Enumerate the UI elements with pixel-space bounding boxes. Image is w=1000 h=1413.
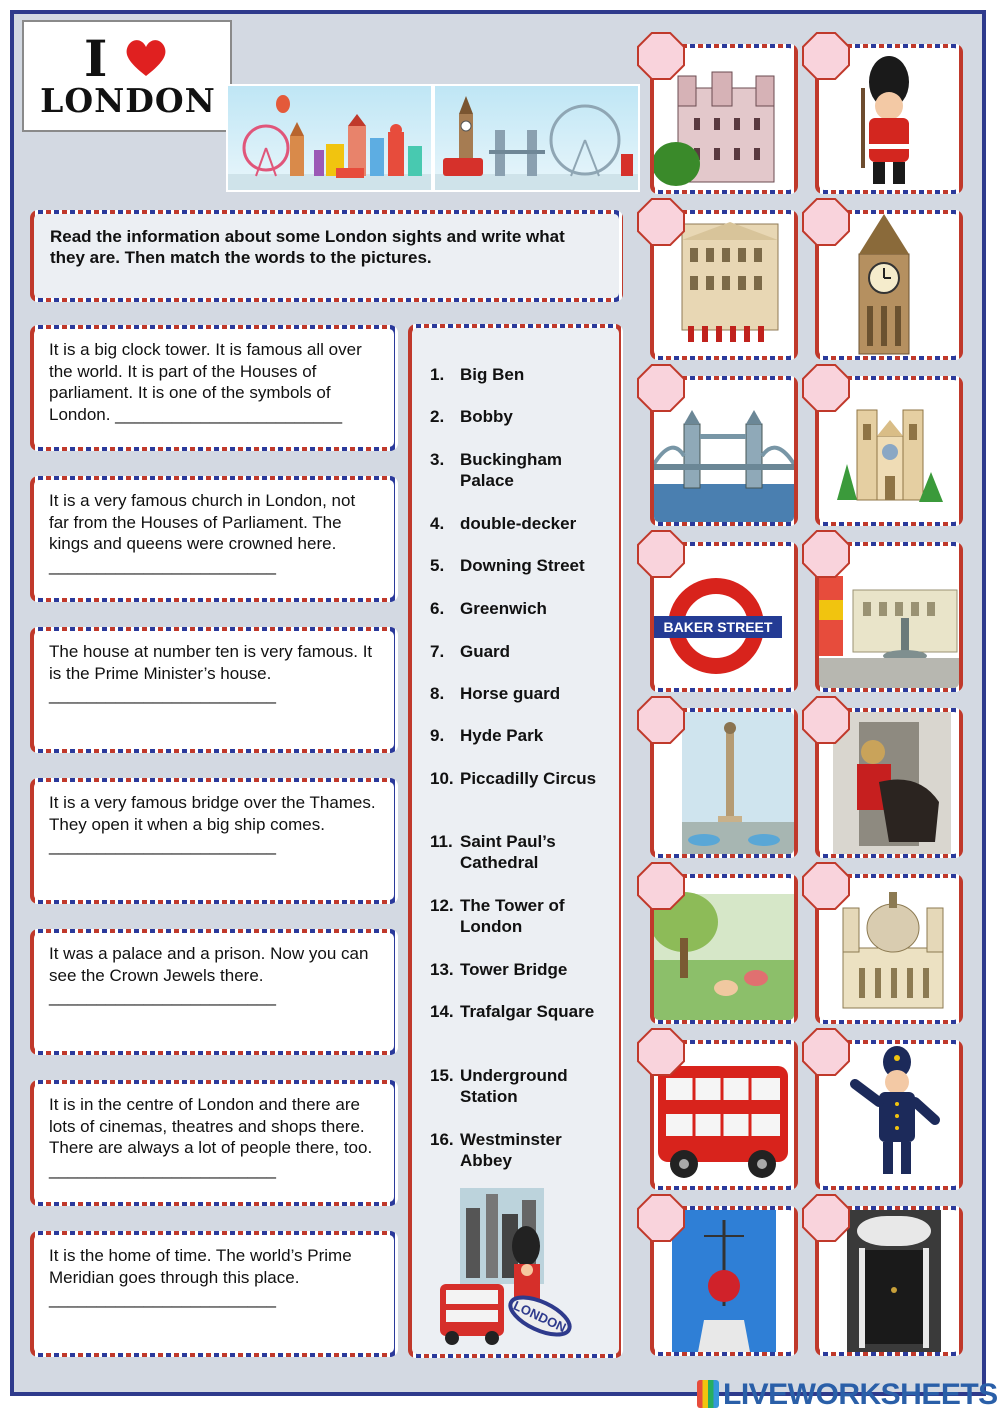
- answer-badge[interactable]: [637, 530, 685, 578]
- instructions-box: [30, 210, 623, 302]
- answer-badge[interactable]: [802, 198, 850, 246]
- word-text: double-decker: [460, 514, 577, 533]
- answer-badge[interactable]: [802, 696, 850, 744]
- clue-text: It is a big clock tower. It is famous all over the world. It is part of the Houses of parliament. It is one of the symbols of London. ________________________: [34, 329, 394, 447]
- instructions-text: Read the information about some London sights and write what they are. Then match the words to the pictures.: [34, 214, 619, 298]
- word-bank: [408, 324, 623, 1358]
- word-item: [430, 1065, 615, 1107]
- answer-badge[interactable]: [637, 32, 685, 80]
- logo-i: I: [84, 29, 108, 88]
- answer-badge[interactable]: [637, 862, 685, 910]
- word-item: [430, 1001, 615, 1022]
- word-text: Saint Paul’s Cathedral: [460, 832, 556, 872]
- word-number: 10.: [430, 769, 454, 788]
- word-text: Bobby: [460, 407, 513, 426]
- word-item: [430, 364, 615, 385]
- word-bank-inner: [412, 328, 619, 1354]
- word-item: [430, 725, 615, 746]
- clue-box-2: [30, 476, 398, 602]
- word-number: 2.: [430, 407, 445, 426]
- word-text: Piccadilly Circus: [460, 769, 597, 788]
- clue-text: The house at number ten is very famous. It is the Prime Minister’s house. ________________________: [34, 631, 394, 749]
- underground-sign-text: BAKER STREET: [663, 619, 773, 635]
- word-text: Buckingham Palace: [460, 450, 563, 490]
- word-item: [430, 831, 615, 873]
- answer-badge[interactable]: [802, 32, 850, 80]
- word-item: [430, 513, 615, 534]
- london-sticker-text: LONDON: [511, 1297, 569, 1336]
- liveworksheets-icon: [697, 1380, 719, 1408]
- word-item: [430, 598, 615, 619]
- clue-box-5: [30, 929, 398, 1055]
- clue-text: It is the home of time. The world’s Prime Meridian goes through this place. ________________________: [34, 1235, 394, 1353]
- word-item: [430, 895, 615, 937]
- word-item: [430, 555, 615, 576]
- word-text: The Tower of London: [460, 896, 565, 936]
- clue-text: It is a very famous bridge over the Thames. They open it when a big ship comes. ________________________: [34, 782, 394, 900]
- word-text: Westminster Abbey: [460, 1130, 562, 1170]
- word-number: 12.: [430, 896, 454, 915]
- word-number: 1.: [430, 365, 445, 384]
- clue-box-6: [30, 1080, 398, 1206]
- clue-text: It was a palace and a prison. Now you can see the Crown Jewels there. ________________________: [34, 933, 394, 1051]
- word-number: 13.: [430, 960, 454, 979]
- word-item: [430, 959, 615, 980]
- word-text: Horse guard: [460, 684, 561, 703]
- word-text: Downing Street: [460, 556, 585, 575]
- logo-word: LONDON: [40, 81, 216, 120]
- clue-text: It is in the centre of London and there are lots of cinemas, theatres and shops there. There are always a lot of people there, too. ________________________: [34, 1084, 394, 1202]
- answer-badge[interactable]: [802, 364, 850, 412]
- skyline-banner-left: [226, 84, 433, 192]
- clue-text: It is a very famous church in London, not far from the Houses of Parliament. The kings and queens were crowned here. ________________________: [34, 480, 394, 598]
- word-item: [430, 1129, 615, 1171]
- word-text: Hyde Park: [460, 726, 544, 745]
- word-number: 6.: [430, 599, 445, 618]
- liveworksheets-text: LIVEWORKSHEETS: [723, 1378, 998, 1411]
- answer-badge[interactable]: [802, 530, 850, 578]
- heart-icon: [124, 38, 168, 78]
- word-item: [430, 406, 615, 427]
- skyline-banner-right: [433, 84, 640, 192]
- answer-badge[interactable]: [637, 198, 685, 246]
- clue-box-7: [30, 1231, 398, 1357]
- word-text: Greenwich: [460, 599, 547, 618]
- word-number: 15.: [430, 1066, 454, 1085]
- word-number: 7.: [430, 642, 445, 661]
- word-item: [430, 683, 615, 704]
- word-item: [430, 449, 615, 491]
- word-number: 11.: [430, 832, 453, 851]
- word-number: 5.: [430, 556, 445, 575]
- word-text: Big Ben: [460, 365, 525, 384]
- clue-box-3: [30, 627, 398, 753]
- i-love-london-logo: [22, 20, 232, 132]
- liveworksheets-logo: [697, 1378, 998, 1412]
- answer-badge[interactable]: [637, 364, 685, 412]
- word-text: Tower Bridge: [460, 960, 568, 979]
- word-number: 3.: [430, 450, 445, 469]
- word-text: Guard: [460, 642, 511, 661]
- word-number: 14.: [430, 1002, 454, 1021]
- answer-badge[interactable]: [802, 862, 850, 910]
- word-number: 16.: [430, 1130, 454, 1149]
- word-number: 4.: [430, 514, 445, 533]
- word-number: 9.: [430, 726, 445, 745]
- clue-box-4: [30, 778, 398, 904]
- word-item: [430, 768, 615, 789]
- answer-badge[interactable]: [637, 696, 685, 744]
- london-collage-illustration: [436, 1188, 576, 1348]
- word-text: Underground Station: [460, 1066, 568, 1106]
- word-item: [430, 641, 615, 662]
- clue-box-1: [30, 325, 398, 451]
- word-number: 8.: [430, 684, 445, 703]
- word-text: Trafalgar Square: [460, 1002, 595, 1021]
